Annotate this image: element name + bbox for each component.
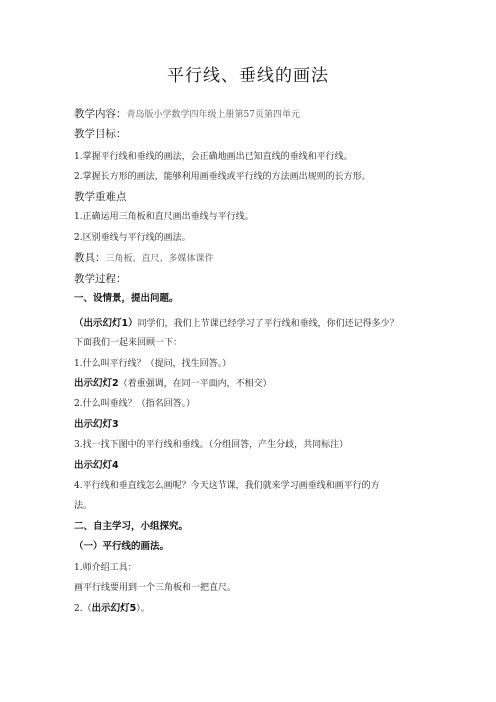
objectives-heading: 教学目标：	[74, 128, 127, 140]
question-4-line-2: 法。	[74, 501, 93, 511]
process-heading: 教学过程：	[74, 273, 127, 285]
content-row	[74, 108, 454, 121]
slide-2-text: （着重强调，在同一平面内，不相交）	[118, 379, 272, 389]
slide-2-row	[74, 378, 454, 390]
question-1: 1.什么叫平行线？（提问，找生回答。）	[74, 359, 232, 369]
page-title: 平行线、垂线的画法	[167, 66, 329, 86]
content-value: 青岛版小学数学四年级上册第57页第四单元	[126, 110, 300, 120]
section-1-heading: 一、设情景，提出问题。	[74, 293, 179, 304]
slide-1-text: 同学们，我们上节课已经学习了平行线和垂线，你们还记得多少？	[137, 319, 399, 329]
key-point-item-1: 1.正确运用三角板和直尺画出垂线与平行线。	[74, 212, 254, 222]
key-point-item-2: 2.区别垂线与平行线的画法。	[74, 233, 191, 243]
slide-1-label: （出示幻灯1）	[74, 318, 138, 329]
question-4-line-1: 4.平行线和垂直线怎么画呢？今天这节课，我们就来学习画垂线和画平行的方	[74, 481, 380, 491]
question-3: 3.找一找下图中的平行线和垂线。（分组回答，产生分歧，共同标注）	[74, 440, 349, 450]
tools-value: 三角板、直尺、多媒体课件	[105, 254, 214, 264]
step-2-prefix: 2.（	[74, 604, 92, 614]
step-2-suffix: ）。	[136, 604, 150, 614]
slide-3-label: 出示幻灯3	[74, 419, 119, 430]
step-1-text: 画平行线要用到一个三角板和一把直尺。	[74, 583, 237, 593]
slide-2-label: 出示幻灯2	[74, 378, 119, 389]
slide-1-text-continued: 下面我们一起来回顾一下：	[74, 338, 183, 348]
question-2: 2.什么叫垂线？（指名回答。）	[74, 399, 196, 409]
objective-item-1: 1.掌握平行线和垂线的画法，会正确地画出已知直线的垂线和平行线。	[74, 152, 353, 162]
objective-item-2: 2.掌握长方形的画法，能够利用画垂线或平行线的方法画出规则的长方形。	[74, 172, 371, 182]
content-label: 教学内容：	[74, 108, 127, 120]
tools-row	[74, 252, 454, 265]
tools-label: 教具：	[74, 252, 106, 264]
subsection-1-heading: （一）平行线的画法。	[74, 541, 170, 552]
key-points-heading: 教学重难点	[74, 191, 127, 203]
slide-1-paragraph	[74, 318, 454, 330]
step-2-row	[74, 603, 454, 615]
section-2-heading: 二、自主学习，小组探究。	[74, 521, 189, 532]
slide-5-label: 出示幻灯5	[91, 603, 137, 614]
slide-4-label: 出示幻灯4	[74, 460, 119, 471]
step-1: 1.师介绍工具：	[74, 563, 137, 573]
